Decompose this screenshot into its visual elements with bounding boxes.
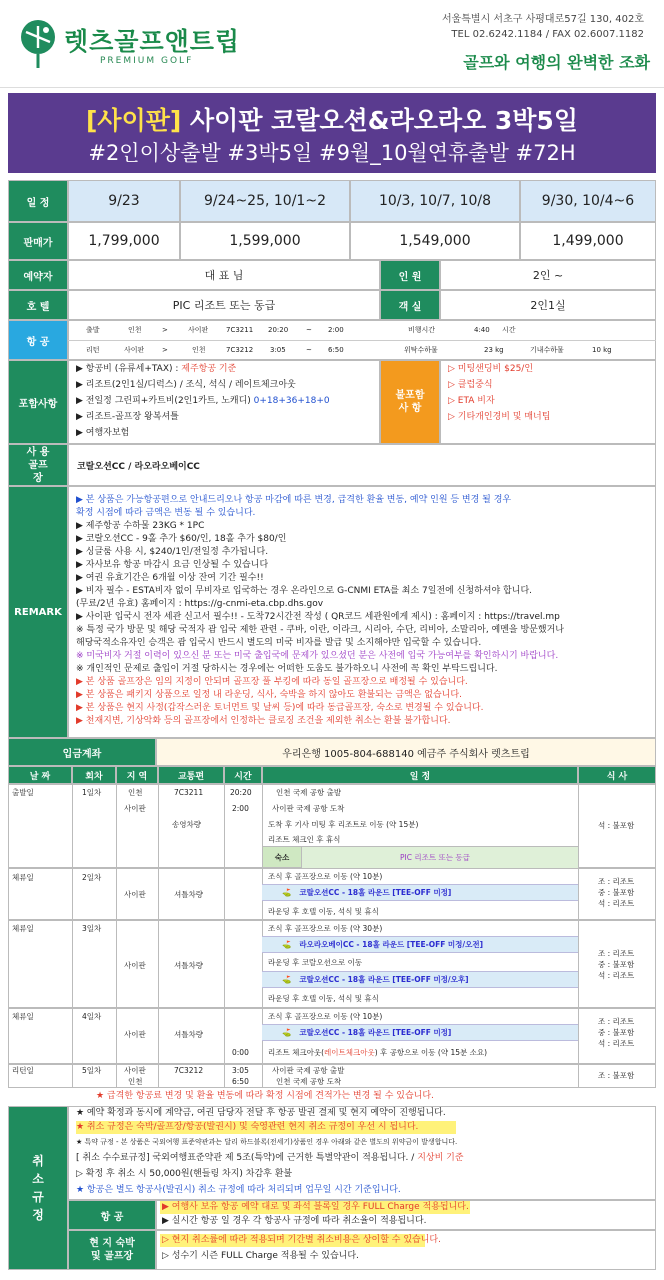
d3-line2: 라운딩 후 코랄오션으로 이동 (268, 958, 363, 967)
cancel-local-line-1: ▷ 현지 취소률에 따라 적용되며 기간별 취소비용은 상이할 수 있습니다. (162, 1235, 441, 1245)
flight-label: 항 공 (8, 320, 68, 360)
include-holes: 0+18+36+18+0 (253, 396, 330, 406)
d2-meal-l (598, 887, 634, 898)
d1-transport2: 송영차량 (172, 820, 201, 829)
slogan: 골프와 여행의 완벽한 조화 (463, 53, 650, 72)
d1-stay-label: 숙소 (262, 846, 302, 868)
room-label: 객 실 (380, 290, 440, 320)
room-value: 2인1실 (440, 290, 656, 320)
out-to: 사이판 (188, 326, 209, 334)
cancel-fee-text: [ 취소 수수료규정] 국외여행표준약관 제 5조(특약)에 근거한 특별약관이 적용됩니다. / (76, 1153, 418, 1163)
d5-transport: 7C3212 (174, 1066, 204, 1075)
title-banner (8, 93, 656, 173)
exclude-item-3: ▷ ETA 비자 (448, 396, 495, 406)
d3-date: 체류일 (12, 924, 34, 933)
d2-golf-round (262, 884, 578, 901)
out-flight: 7C3211 (226, 326, 254, 334)
d5-meal: 조 : 불포함 (598, 1071, 635, 1080)
include-item-5: ▶ 여행자보험 (76, 428, 130, 438)
price-notice: ★ 급격한 항공료 변경 및 환율 변동에 따라 확정 시점에 견적가는 변경 될 수 있습니다. (96, 1091, 434, 1101)
d5-region2: 인천 (128, 1077, 143, 1086)
deposit-value: 우리은행 1005-804-688140 예금주 주식회사 렛츠트립 (156, 738, 656, 766)
cancel-line: ★ 취소 규정은 숙박/골프장/항공(발권시) 및 숙영관련 현지 취소 규정이 우선 시 됩니다. (76, 1122, 419, 1132)
sched-hdr-meal: 식 사 (578, 766, 656, 784)
exclude-item-1: ▷ 미팅샌딩비 $25/인 (448, 364, 534, 374)
cancel-air-line-2: ▶ 실시간 항공 일 경우 각 항공사 규정에 따라 취소율이 적용됩니다. (162, 1216, 427, 1226)
sched-hdr-transport: 교통편 (158, 766, 224, 784)
golf-flag-icon: ⛳ (282, 1028, 292, 1037)
d4-line2-c: ) 후 공항으로 이동 (약 15분 소요) (374, 1048, 488, 1057)
exclude-item-2: ▷ 클럽중식 (448, 380, 493, 390)
ret-to: 인천 (192, 346, 206, 354)
product-title (8, 101, 656, 137)
ret-from: 사이판 (124, 346, 145, 354)
d4-meal-l: 중 : 불포함 (598, 1028, 635, 1037)
include-airline: 제주항공 기준 (181, 364, 237, 374)
out-arrow: > (162, 326, 168, 334)
remark-line: ▶ 코랄오션CC - 9홀 추가 $60/인, 18홀 추가 $80/인 (76, 534, 287, 544)
out-from: 인천 (128, 326, 142, 334)
booker-label: 예약자 (8, 260, 68, 290)
course-label: 사 용 골프장 (8, 444, 68, 486)
exclude-label: 불포함 사 항 (380, 360, 440, 444)
include-item-4: ▶ 리조트-골프장 왕복셔틀 (76, 412, 179, 422)
ret-kind: 리턴 (86, 346, 100, 354)
cancel-local-label: 현 지 숙박 및 골프장 (68, 1230, 156, 1270)
d3-line3: 라운딩 후 호텔 이동, 석식 및 휴식 (268, 994, 379, 1003)
remark-line: ※ 개인적인 문제로 출입이 거절 당하시는 경우에는 어떠한 도움도 불가하오니 사전에 꼭 확인 부탁드립니다. (76, 664, 498, 674)
remark-line: ▶ 싱글룸 사용 시, $240/1인/전일정 추가됩니다. (76, 547, 269, 557)
remark-line: (무료/2년 유효) 홈페이지 : https://g-cnmi-eta.cbp.dhs.gov (76, 599, 324, 609)
address-line: 서울특별시 서초구 사평대로57길 130, 402호 (441, 14, 644, 25)
date-label: 일 정 (8, 180, 68, 222)
d4-day: 4일차 (82, 1012, 102, 1021)
d4-time: 0:00 (232, 1048, 249, 1057)
flight-divider (68, 340, 656, 341)
d3-region: 사이판 (124, 961, 146, 970)
remark-label: REMARK (8, 486, 68, 738)
d4-line2-a: 리조트 체크아웃( (268, 1048, 325, 1057)
golf-flag-icon: ⛳ (282, 975, 292, 984)
out-arr: 2:00 (328, 326, 344, 334)
d4-line2-b: 레이트체크아웃 (324, 1048, 375, 1057)
d1-line1: 인천 국제 공항 출발 (276, 788, 342, 797)
deposit-label: 입금계좌 (8, 738, 156, 766)
hotel-value: PIC 리조트 또는 동급 (68, 290, 380, 320)
d4-golf-round (262, 1024, 578, 1041)
brand-name: 렛츠골프앤트립 (64, 27, 241, 56)
brand-sub: PREMIUM GOLF (100, 56, 194, 66)
d2-transport: 셔틀차량 (174, 890, 203, 899)
ret-arr: 6:50 (328, 346, 344, 354)
include-airfare: ▶ 항공비 (유류세+TAX) : (76, 364, 182, 374)
d2-line2: 라운딩 후 호텔 이동, 석식 및 휴식 (268, 907, 379, 916)
d1-line4: 리조트 체크인 후 휴식 (268, 835, 341, 844)
d4-region: 사이판 (124, 1030, 146, 1039)
remark-line: ▶ 본 상품 골프장은 임의 지정이 안되며 골프장 풀 부킹에 따라 동일 골프장으로 배정될 수 있습니다. (76, 677, 468, 687)
golf-flag-icon: ⛳ (282, 888, 292, 897)
d3-day: 3일차 (82, 924, 102, 933)
page-header (0, 0, 664, 88)
d4-meal-b: 조 : 리조트 (598, 1017, 635, 1026)
d1-region2: 사이판 (124, 804, 146, 813)
flight-time-unit: 시간 (502, 326, 516, 334)
col-line (116, 784, 117, 1088)
remark-line: 해당국적소유자인 승객은 괌 입국시 반드시 별도의 미국 비자를 발급 및 소지해야만 입국할 수 있습니다. (76, 638, 482, 648)
d4-golf-text: 코랄오션CC - 18홀 라운드 [TEE-OFF 미정] (299, 1028, 452, 1037)
d4-date: 체류일 (12, 1012, 34, 1021)
d5-line1: 사이판 국제 공항 출발 (272, 1066, 345, 1075)
cancel-line (76, 1152, 464, 1165)
d3-meal-l: 중 : 불포함 (598, 960, 635, 969)
ret-dep: 3:05 (270, 346, 286, 354)
d2-meal-l-text: 중 : 불포함 (598, 888, 635, 897)
hashtags: #2인이상출발 #3박5일 #9월_10월연휴출발 #72H (88, 141, 576, 165)
cancel-fee-basis: 지상비 기준 (417, 1153, 464, 1163)
price-col-3: 1,549,000 (350, 222, 520, 260)
remark-line: 확정 시점에 따라 금액은 변동 될 수 있습니다. (76, 508, 256, 518)
sched-hdr-day: 회차 (72, 766, 116, 784)
include-item-1 (76, 363, 236, 376)
remark-line: ▶ 비자 필수 - ESTA비자 없이 무비자로 입국하는 경우 온라인으로 G-CNMI ETA를 최소 7일전에 신청하셔야 합니다. (76, 586, 533, 596)
d2-meal-b: 조 : 리조트 (598, 877, 635, 886)
d1-time2: 2:00 (232, 804, 249, 813)
people-label: 인 원 (380, 260, 440, 290)
d2-line1: 조식 후 골프장으로 이동 (약 10분) (268, 872, 383, 881)
d2-day: 2일차 (82, 873, 102, 882)
remark-line: ▶ 사이판 입국시 전자 세관 신고서 필수!! - 도착72시간전 작성 ( QR코드 세관원에게 제시) : 홈페이지 : https://travel.mp (76, 612, 560, 622)
d1-line3: 도착 후 기사 미팅 후 리조트로 이동 (약 15분) (268, 820, 419, 829)
d4-line2 (268, 1047, 487, 1058)
remark-line: ▶ 본 상품은 가능항공편으로 안내드리오나 항공 마감에 따른 변경, 급격한 환율 변동, 예약 인원 등 변경 될 경우 (76, 495, 512, 505)
ret-flight: 7C3212 (226, 346, 254, 354)
date-col-1: 9/23 (68, 180, 180, 222)
remark-line: ▶ 본 상품은 패키지 상품으로 일정 내 라운딩, 식사, 숙박을 하지 않아도 환불되는 금액은 없습니다. (76, 690, 462, 700)
cancel-air-label: 항 공 (68, 1200, 156, 1230)
sched-hdr-time: 시간 (224, 766, 262, 784)
out-kind: 출발 (86, 326, 100, 334)
baggage-label: 위탁수하물 (404, 346, 438, 354)
d1-transport1: 7C3211 (174, 788, 204, 797)
tel-line: TEL 02.6242.1184 / FAX 02.6007.1182 (451, 29, 644, 40)
include-item-3 (76, 395, 330, 408)
col-line (72, 784, 73, 1088)
remark-line: ▶ 본 상품은 현지 사정(갑작스러운 토너먼트 및 날씨 등)에 따라 동급골프장, 숙소로 변경될 수 있습니다. (76, 703, 484, 713)
date-col-4: 9/30, 10/4~6 (520, 180, 656, 222)
d5-day: 5일차 (82, 1066, 102, 1075)
col-line (158, 784, 159, 1088)
d4-meal-d: 석 : 리조트 (598, 1039, 635, 1048)
title-text: 사이판 코랄오션&라오라오 3박5일 (190, 106, 578, 135)
remark-line: ▶ 자사보유 항공 마감시 요금 인상될 수 있습니다 (76, 560, 269, 570)
date-col-3: 10/3, 10/7, 10/8 (350, 180, 520, 222)
cancel-local-line-2: ▷ 성수기 시즌 FULL Charge 적용될 수 있습니다. (162, 1251, 359, 1261)
cancel-line: ★ 특약 규정 - 본 상품은 국외여행 표준약관과는 달리 하드블록(전세기)상품인 경우 아래와 같은 별도의 위약금이 발생합니다. (76, 1138, 458, 1146)
d2-meal-d: 석 : 리조트 (598, 899, 635, 908)
include-label: 포함사항 (8, 360, 68, 444)
d3-golf-round-2 (262, 971, 578, 988)
date-col-2: 9/24~25, 10/1~2 (180, 180, 350, 222)
course-value: 코랄오션CC / 라오라오베이CC (68, 444, 656, 486)
out-dep: 20:20 (268, 326, 289, 334)
d4-transport: 셔틀차량 (174, 1030, 203, 1039)
d3-golf1-text: 라오라오베이CC - 18홀 라운드 [TEE-OFF 미정/오전] (299, 940, 484, 949)
cancel-line: ★ 항공은 별도 항공사(발권시) 취소 규정에 따라 처리되며 업무일 시간 기준입니다. (76, 1185, 401, 1195)
booker-value: 대 표 님 (68, 260, 380, 290)
d3-meal-d: 석 : 리조트 (598, 971, 635, 980)
d3-transport: 셔틀차량 (174, 961, 203, 970)
d5-date: 리턴일 (12, 1066, 34, 1075)
flight-time: 4:40 (474, 326, 490, 334)
d5-region1: 사이판 (124, 1066, 146, 1075)
sched-hdr-plan: 일 정 (262, 766, 578, 784)
include-item-2: ▶ 리조트(2인1실/디럭스) / 조식, 석식 / 레이트체크아웃 (76, 380, 296, 390)
d5-time2: 6:50 (232, 1077, 249, 1086)
cancel-label: 취 소 규 정 (8, 1106, 68, 1270)
ret-tilde: ~ (306, 346, 312, 354)
d1-day: 1일차 (82, 788, 102, 797)
include-greenfee: ▶ 전일정 그린피+카트비(2인1카트, 노캐디) (76, 396, 254, 406)
baggage-value: 23 kg (484, 346, 504, 354)
out-tilde: ~ (306, 326, 312, 334)
flight-time-label: 비행시간 (408, 326, 436, 334)
d3-line1: 조식 후 골프장으로 이동 (약 30분) (268, 924, 383, 933)
d5-line2: 인천 국제 공항 도착 (276, 1077, 342, 1086)
d1-region1: 인천 (128, 788, 143, 797)
d4-line1: 조식 후 골프장으로 이동 (약 10분) (268, 1012, 383, 1021)
ret-arrow: > (162, 346, 168, 354)
company-address (442, 12, 644, 42)
cancel-air-line-1: ▶ 여행사 보유 항공 예약 대로 및 좌석 블록일 경우 FULL Charge 적용됩니다. (162, 1202, 469, 1212)
cancel-line: ▷ 확정 후 취소 시 50,000원(핸들링 차지) 차감후 환불 (76, 1169, 293, 1179)
d3-meal-b: 조 : 리조트 (598, 949, 635, 958)
col-line (224, 784, 225, 1088)
carry-value: 10 kg (592, 346, 612, 354)
carry-label: 기내수하물 (530, 346, 564, 354)
hotel-label: 호 텔 (8, 290, 68, 320)
d1-date: 출발일 (12, 788, 34, 797)
remark-line: ▶ 여권 유효기간은 6개월 이상 잔여 기간 필수!! (76, 573, 264, 583)
remark-line: ※ 미국비자 거절 이력이 있으신 분 또는 미국 출입국에 문제가 있으셨던 분은 사전에 입국 가능여부를 확인하시기 바랍니다. (76, 651, 559, 661)
cancel-line: ★ 예약 확정과 동시에 계약금, 여권 담당자 전달 후 항공 발권 결제 및 현지 예약이 진행됩니다. (76, 1108, 446, 1118)
d1-time1: 20:20 (230, 788, 252, 797)
price-col-2: 1,599,000 (180, 222, 350, 260)
people-value: 2인 ~ (440, 260, 656, 290)
sched-hdr-date: 날 짜 (8, 766, 72, 784)
d2-region: 사이판 (124, 890, 146, 899)
golf-logo-icon (18, 18, 58, 70)
d5-time1: 3:05 (232, 1066, 249, 1075)
d1-line2: 사이판 국제 공항 도착 (272, 804, 345, 813)
exclude-item-4: ▷ 기타개인경비 및 매너팁 (448, 412, 551, 422)
d2-golf-text: 코랄오션CC - 18홀 라운드 [TEE-OFF 미정] (299, 888, 452, 897)
d3-golf-round-1 (262, 936, 578, 953)
remark-line: ※ 특정 국가 방문 및 해당 국적자 괌 입국 제한 관련 - 쿠바, 이란, 이라크, 시리아, 수단, 리비아, 소말리아, 예멘을 방문했거나 (76, 625, 564, 635)
remark-line: ▶ 천재지변, 기상악화 등의 골프장에서 인정하는 클로징 조건을 제외한 취소는 환불 불가합니다. (76, 716, 451, 726)
d1-stay-value: PIC 리조트 또는 동급 (400, 853, 470, 862)
golf-flag-icon: ⛳ (282, 940, 292, 949)
col-line (578, 784, 579, 1088)
region-tag: [사이판] (86, 106, 182, 135)
remark-line: ▶ 제주항공 수하물 23KG * 1PC (76, 521, 205, 531)
d3-golf2-text: 코랄오션CC - 18홀 라운드 [TEE-OFF 미정/오후] (299, 975, 469, 984)
d1-meal: 석 : 불포함 (598, 821, 635, 830)
sched-hdr-region: 지 역 (116, 766, 158, 784)
price-col-1: 1,799,000 (68, 222, 180, 260)
price-label: 판매가 (8, 222, 68, 260)
d2-date: 체류일 (12, 873, 34, 882)
price-col-4: 1,499,000 (520, 222, 656, 260)
